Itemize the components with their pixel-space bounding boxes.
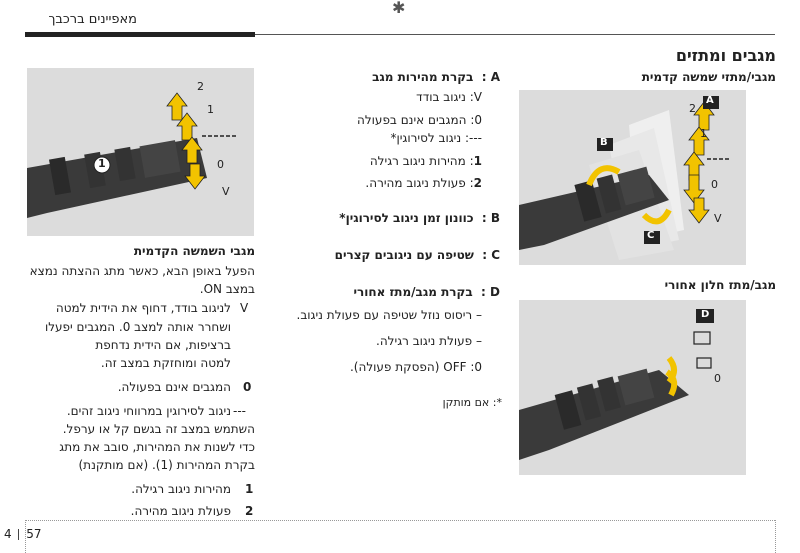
- d-item-spray: – ריסוס נוזל שטיפה עם פעולת ניגוב.: [296, 308, 482, 322]
- item-v-line-2: ושחרר אותה למצב 0. המגבים יפעלו: [44, 320, 231, 334]
- stalk-callout-1: 1: [98, 157, 106, 170]
- page-number: [4, 527, 42, 542]
- front-wiper-diagram: [519, 90, 746, 265]
- item-1-key: 1: [245, 482, 254, 496]
- rear-pos-0-label: 0: [714, 372, 721, 385]
- page-separator: [18, 529, 19, 540]
- item-2-key: 2: [245, 504, 254, 518]
- item-dash-line-2: השתמש במצב זה בגשם קל או ערפל.: [62, 422, 255, 436]
- front-wipers-heading: מגבי השמשה הקדמית: [133, 244, 255, 258]
- stalk-pos-2: 2: [197, 80, 204, 93]
- page-sub: 57: [26, 527, 42, 541]
- pos-0-label: 0: [711, 178, 718, 191]
- front-wiper-heading: מגבי/מתזי שמשה קדמית: [641, 70, 776, 84]
- section-title: מאפיינים ברכבך: [48, 12, 137, 27]
- stalk-pos-0: 0: [217, 158, 224, 171]
- item-v-line-3: ברציפות, אם הידית נדחפת: [95, 338, 231, 352]
- item-1-line-1: מהירות ניגוב רגילה.: [131, 482, 231, 496]
- item-0-key: 0: [243, 380, 252, 394]
- a-item-high: 2: פעולת ניגוב מהירה.: [365, 176, 482, 190]
- section-a-header: A : בקרת מהירות מגב: [372, 70, 500, 84]
- wiper-stalk-illustration: [27, 68, 254, 236]
- section-c-header: C : שטיפה עם ניגובים קצרים: [334, 248, 500, 262]
- section-a-title: בקרת מהירות מגב: [372, 70, 474, 84]
- item-v-key: V: [240, 301, 249, 315]
- callout-a: A: [706, 95, 714, 106]
- item-v-line-4: למטה ומוחזקת במצב זה.: [100, 356, 231, 370]
- item-dash-line-1: ניגוב לסירוגין במרווחי ניגוב זהים.: [66, 404, 231, 418]
- pos-1-label: 1: [700, 127, 707, 140]
- rear-wiper-illustration: [519, 300, 746, 475]
- stalk-pos-v: V: [222, 185, 230, 198]
- footer-divider: [25, 520, 775, 521]
- header-bar: [25, 32, 255, 37]
- a-item-low: 1: מהירות ניגוב רגילה: [369, 154, 482, 168]
- intro-line-1: הפעל באופן הבא, כאשר מתג ההצתה נמצא: [29, 264, 255, 278]
- item-dash-line-4: בקרת המהירות (1). (אם מותקנת): [78, 458, 255, 472]
- section-b-header: B : כוונון זמן ניגוב לסירוגין*: [339, 211, 500, 225]
- item-v-line-1: לניגוב בודד, דחוף את הידית למטה: [55, 301, 231, 315]
- page-title: מגבים ומתזים: [675, 46, 776, 65]
- stalk-pos-1: 1: [207, 103, 214, 116]
- section-a-letter: A: [490, 70, 500, 84]
- section-d-header: D : בקרת מגב/מתז אחורי: [353, 285, 500, 299]
- page-chapter: 4: [4, 527, 12, 541]
- pos-v-label: V: [714, 212, 722, 225]
- star-ornament: ✱: [392, 0, 406, 17]
- rear-wiper-diagram: [519, 300, 746, 475]
- callout-d: D: [701, 309, 710, 320]
- item-dash-line-3: כדי לשנות את המהירות, סובב את מתג: [59, 440, 255, 454]
- d-item-normal: – פעולת ניגוב רגילה.: [376, 334, 482, 348]
- d-item-off: 0: OFF (הפסקת פעולה).: [349, 360, 482, 374]
- intro-line-2: במצב ON.: [199, 282, 255, 296]
- footer-tick-right: [775, 520, 776, 553]
- pos-2-label: 2: [689, 102, 696, 115]
- wiper-stalk-diagram: [27, 68, 254, 236]
- callout-c: C: [647, 230, 655, 241]
- rear-wiper-heading: מגב/מתז חלון אחורי: [664, 278, 776, 292]
- footnote: *: אם מותקן: [442, 396, 502, 409]
- callout-b: B: [600, 137, 608, 148]
- item-2-line-1: פעולת ניגוב מהירה.: [130, 504, 231, 518]
- item-0-line-1: המגבים אינם בפעולה.: [117, 380, 231, 394]
- item-dash-key: ---: [233, 404, 246, 418]
- a-item-single: V: ניגוב בודד: [416, 90, 482, 104]
- a-item-off: 0: המגבים אינם בפעולה: [357, 113, 482, 127]
- a-item-intermittent: ---: ניגוב לסירוגין*: [390, 131, 482, 145]
